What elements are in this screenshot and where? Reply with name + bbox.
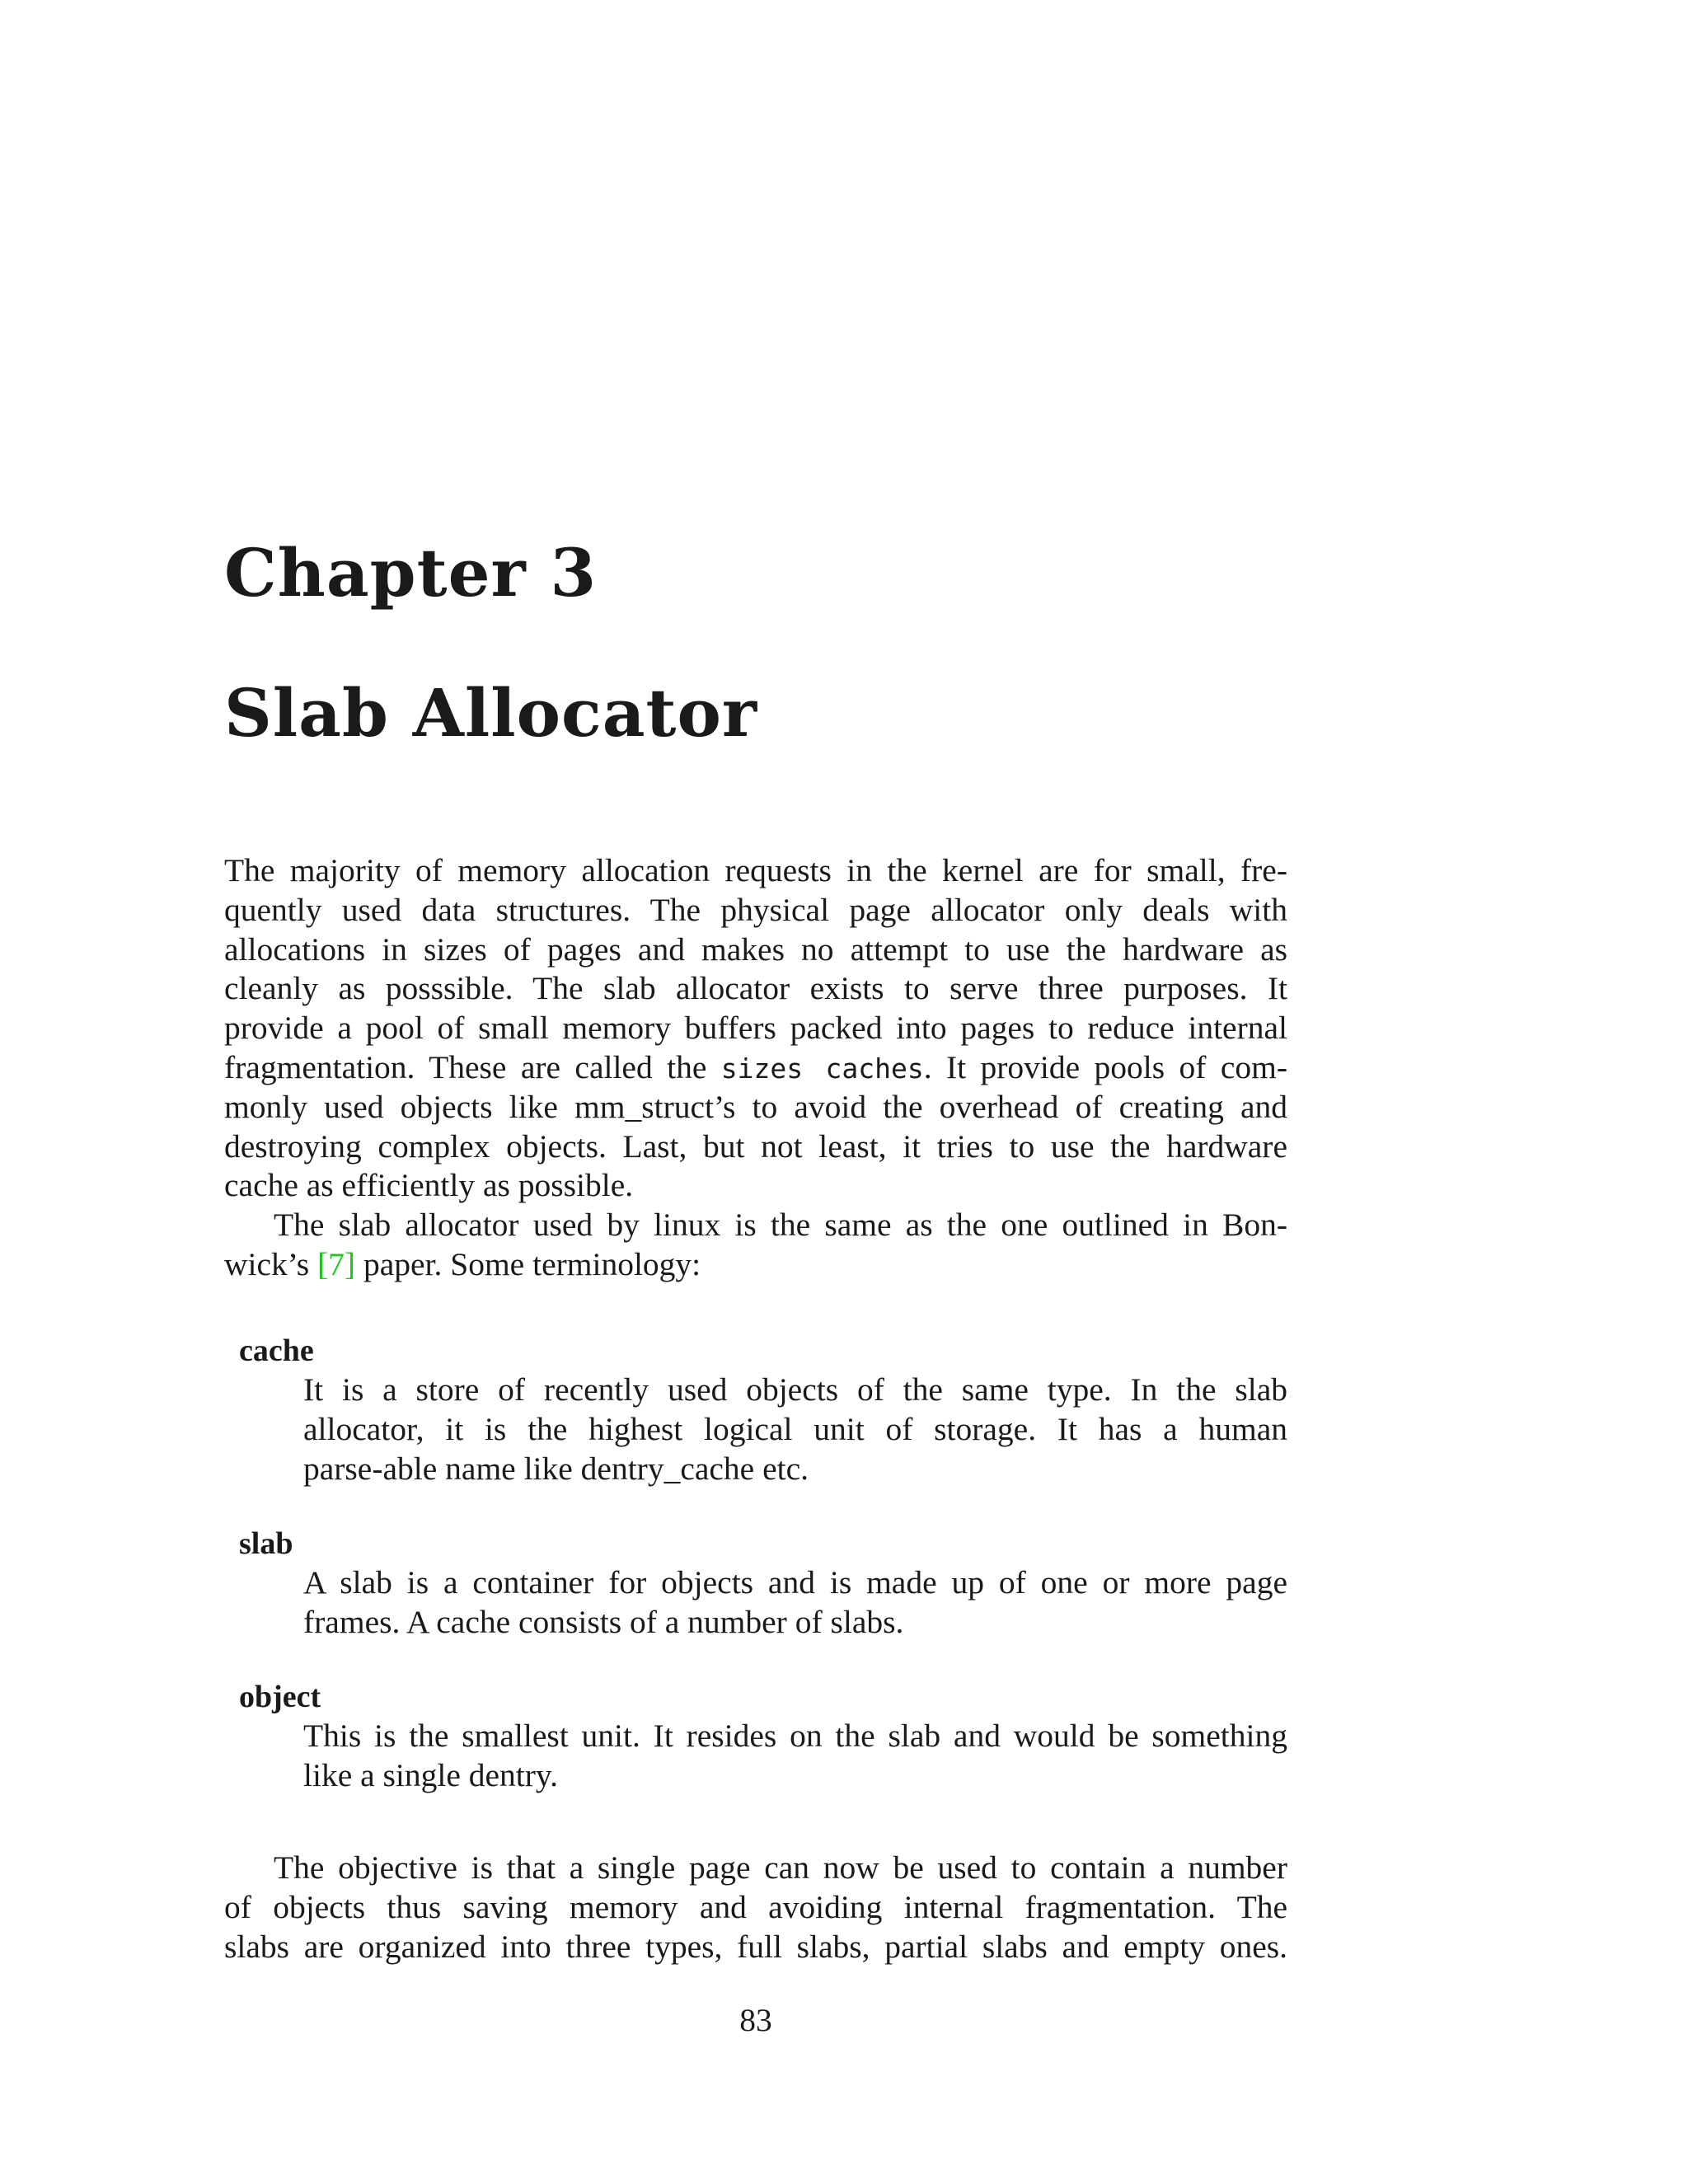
text-line: slabs are organized into three types, full slabs, partial slabs and empty ones. [224,1928,1287,1965]
text-line: A slab is a container for objects and is made up of one or more page [303,1564,1287,1601]
page-number: 83 [739,2002,772,2038]
text-fragment: . It provide pools of com- [923,1048,1287,1085]
definition-slab [303,1563,1287,1643]
text-line: The majority of memory allocation requests in the kernel are for small, fre- [224,852,1287,888]
text-line: like a single dentry. [303,1756,558,1793]
definition-cache [303,1371,1287,1488]
citation-link[interactable]: [7] [317,1245,356,1282]
text-line: cleanly as posssible. The slab allocator exists to serve three purposes. It [224,970,1287,1007]
code-term: sizes caches [720,1052,924,1085]
intro-paragraph [224,851,1287,1285]
term-object: object [239,1680,321,1714]
text-line: frames. A cache consists of a number of slabs. [303,1603,904,1640]
text-line: allocator, it is the highest logical unit of storage. It has a human [303,1410,1287,1447]
text-line: provide a pool of small memory buffers packed into pages to reduce internal [224,1010,1287,1047]
text-line: destroying complex objects. Last, but not least, it tries to use the hardware [224,1127,1287,1165]
text-line: cache as efficiently as possible. [224,1167,634,1204]
objective-paragraph [224,1849,1287,1966]
text-line: quently used data structures. The physical page allocator only deals with [224,891,1287,928]
text-line: of objects thus saving memory and avoiding internal fragmentation. The [224,1888,1287,1925]
text-line: The objective is that a single page can now be used to contain a number [274,1849,1287,1886]
text-line: It is a store of recently used objects of the same type. In the slab [303,1371,1287,1408]
text-line: parse-able name like dentry_cache etc. [303,1450,809,1487]
text-line: allocations in sizes of pages and makes no attempt to use the hardware as [224,930,1287,968]
chapter-label: Chapter 3 [224,534,598,612]
term-cache: cache [239,1333,314,1368]
text-line: monly used objects like mm_struct’s to avoid the overhead of creating and [224,1088,1287,1125]
text-line: The slab allocator used by linux is the same as the one outlined in Bon- [274,1207,1287,1244]
term-slab: slab [239,1526,293,1561]
text-line [224,1048,1287,1088]
text-fragment: wick’s [224,1245,318,1282]
text-fragment: fragmentation. These are called the [224,1048,721,1085]
chapter-title: Slab Allocator [224,674,758,752]
text-line: This is the smallest unit. It resides on the slab and would be something [303,1718,1287,1754]
document-page [224,0,1287,2184]
text-line [224,1245,1287,1285]
definition-object [303,1717,1287,1796]
text-fragment: paper. Some terminology: [355,1245,701,1282]
